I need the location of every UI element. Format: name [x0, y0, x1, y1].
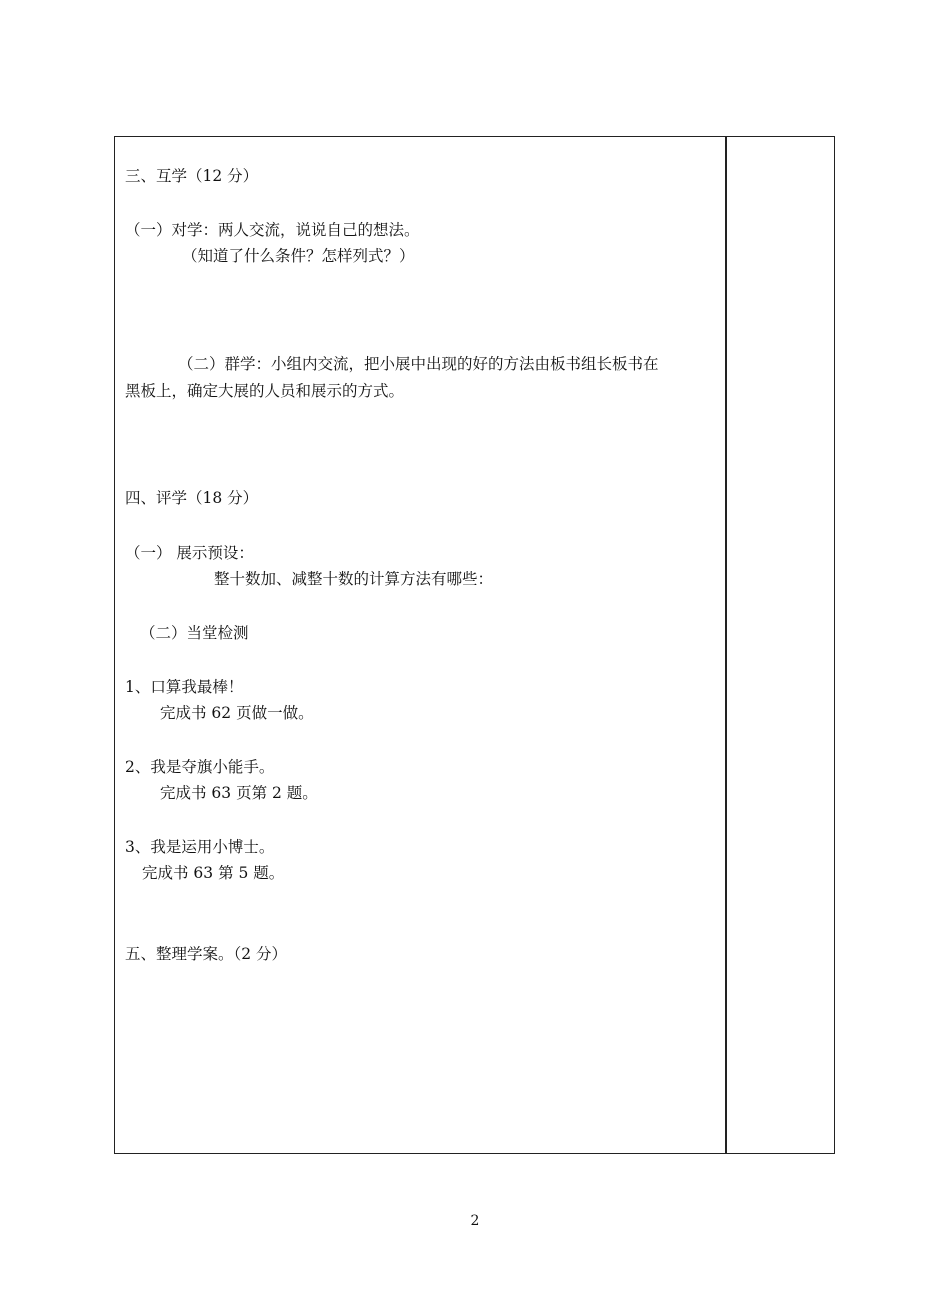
test-item-3-task: 完成书 63 第 5 题。: [142, 864, 285, 882]
table-column-divider: [725, 136, 727, 1154]
lesson-table: [114, 136, 835, 1154]
test-item-3-title: 3、我是运用小博士。: [125, 838, 275, 856]
test-item-2-task: 完成书 63 页第 2 题。: [160, 784, 318, 802]
pair-study-title: （一）对学：两人交流，说说自己的想法。: [125, 221, 420, 239]
page-number: 2: [470, 1213, 480, 1229]
section-heading-ping-xue: 四、评学（18 分）: [125, 489, 259, 507]
test-item-2-title: 2、我是夺旗小能手。: [125, 758, 275, 776]
test-item-1-title: 1、口算我最棒！: [125, 678, 244, 696]
section-heading-hu-xue: 三、互学（12 分）: [125, 167, 259, 185]
group-study-line-2: 黑板上，确定大展的人员和展示的方式。: [125, 382, 405, 400]
section-heading-organize: 五、整理学案。（2 分）: [125, 945, 288, 963]
pair-study-hint: （知道了什么条件？怎样列式？）: [182, 247, 415, 265]
test-item-1-task: 完成书 62 页做一做。: [160, 704, 314, 722]
in-class-test-title: （二）当堂检测: [140, 624, 249, 642]
presentation-preset-question: 整十数加、减整十数的计算方法有哪些：: [214, 570, 494, 588]
presentation-preset-title: （一） 展示预设：: [125, 544, 254, 562]
group-study-line-1: （二）群学：小组内交流，把小展中出现的好的方法由板书组长板书在: [178, 355, 659, 373]
